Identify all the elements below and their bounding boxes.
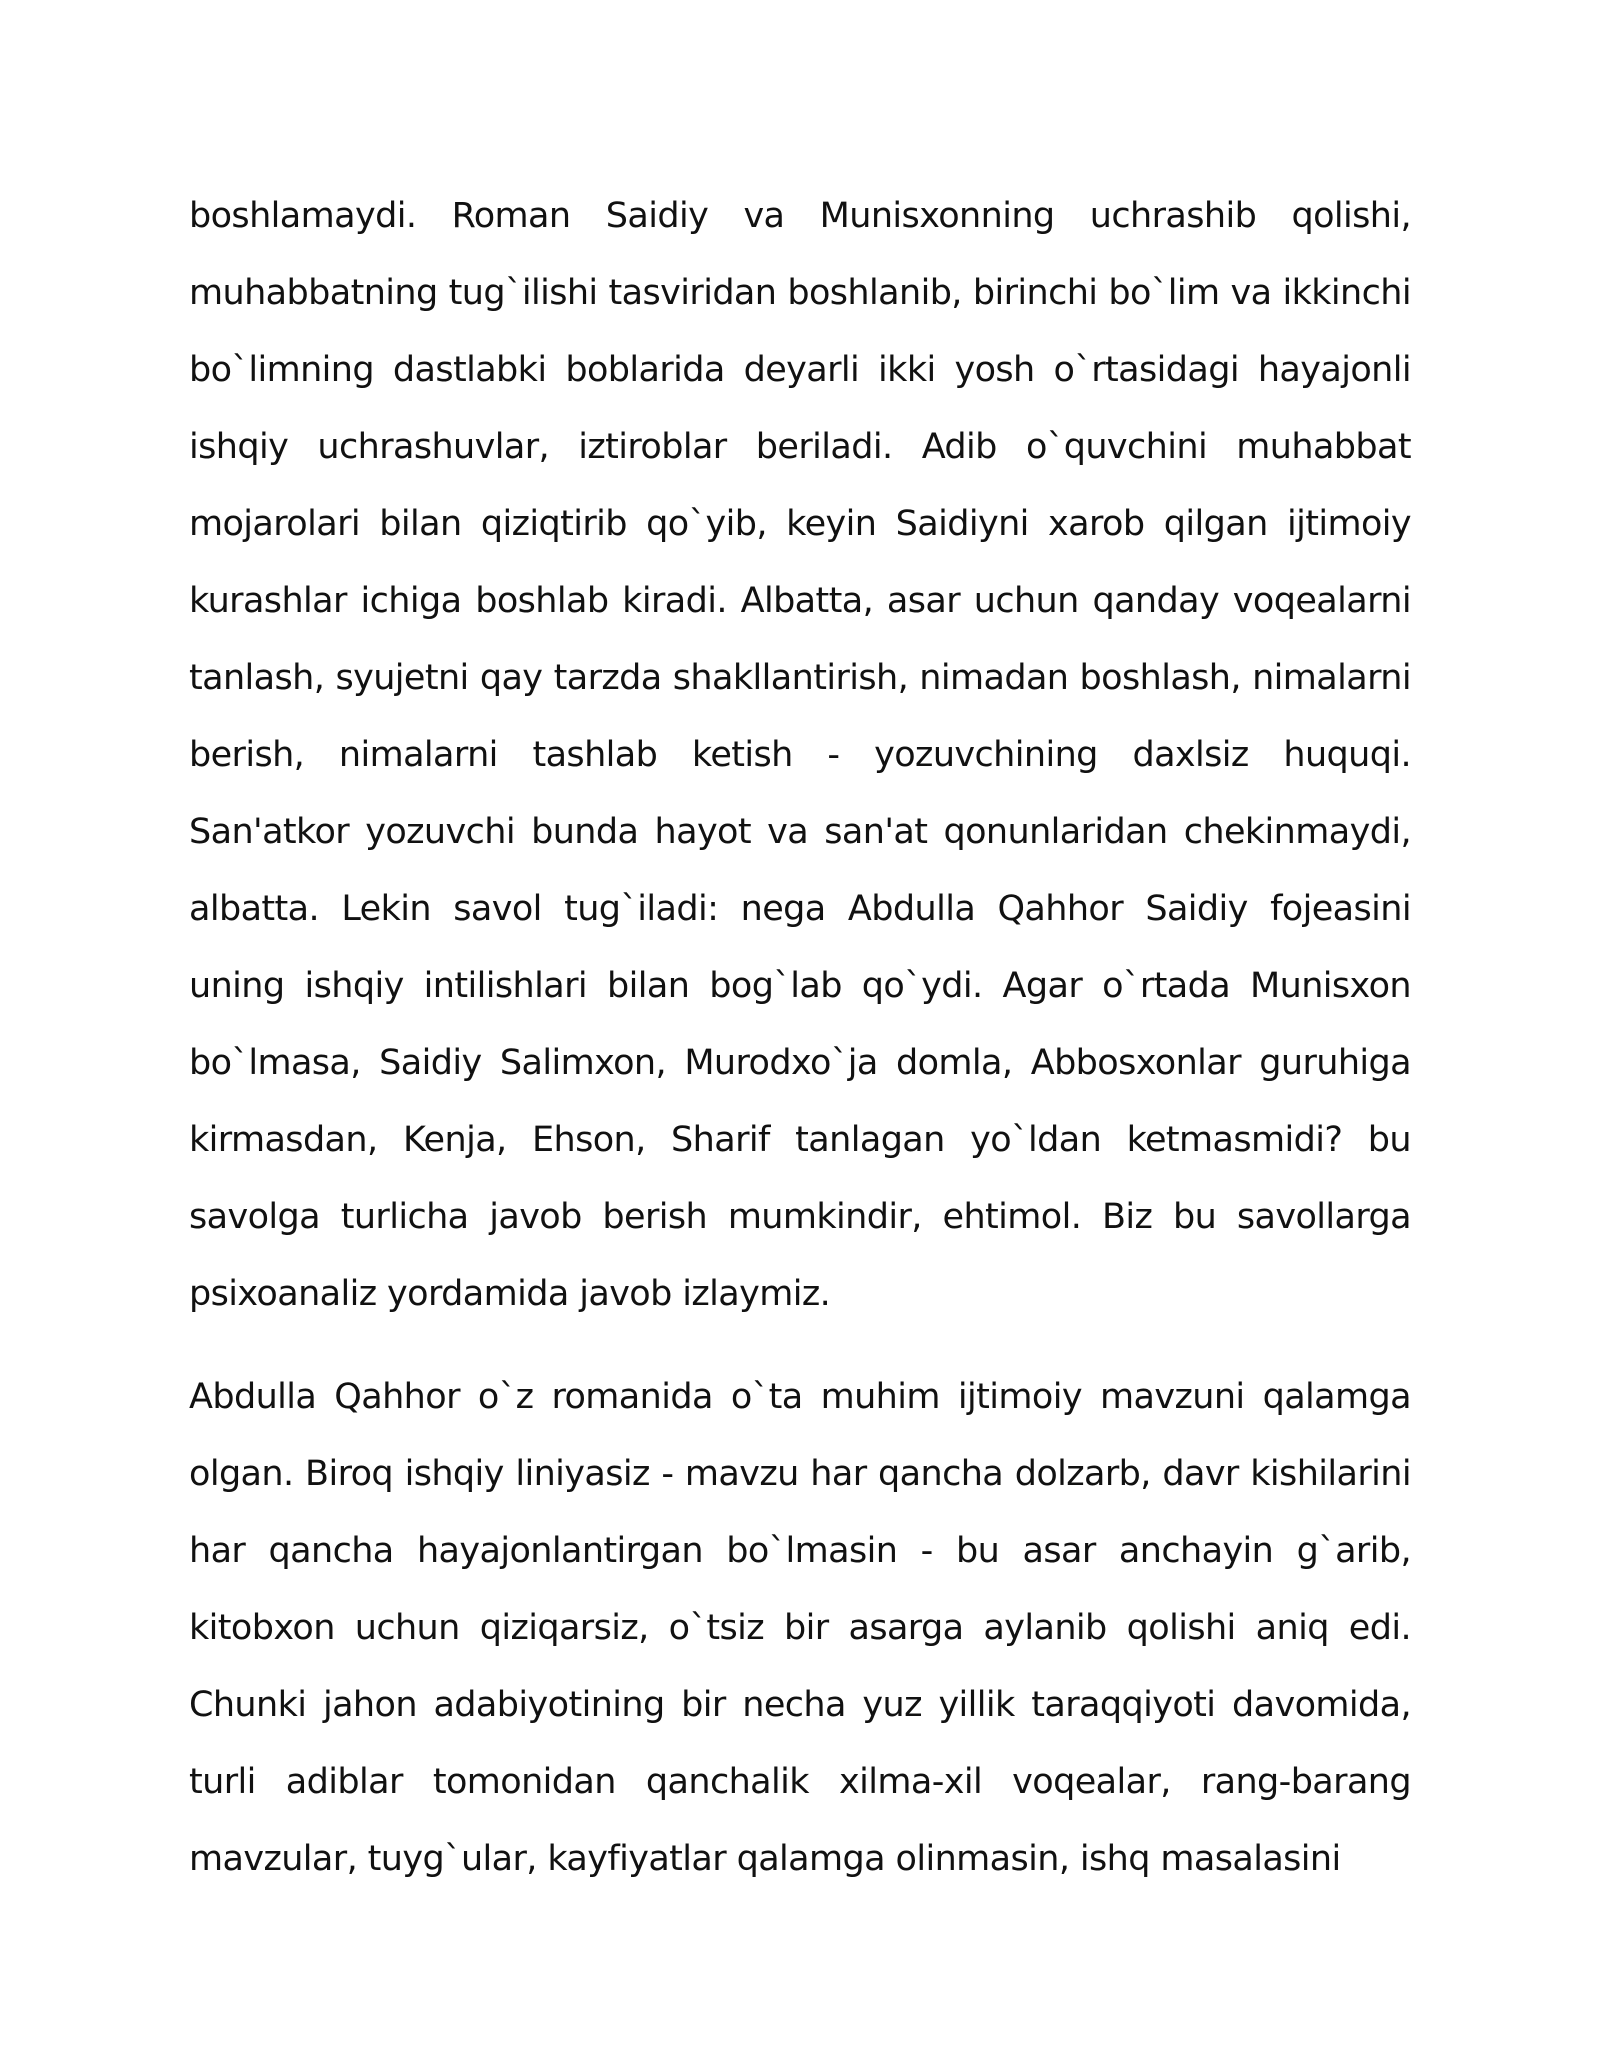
paragraph-1: boshlamaydi. Roman Saidiy va Munisxonning uchrashib qolishi, muhabbatning tug`ilishi tasviridan boshlanib, birinchi bo`lim va ikkinchi bo`limning dastlabki boblarida deyarli ikki yosh o`rtasidagi hayajonli ishqiy uchrashuvlar, iztiroblar beriladi. Adib o`quvchini muhabbat mojarolari bilan qiziqtirib qo`yib, keyin Saidiyni xarob qilgan ijtimoiy kurashlar ichiga boshlab kiradi. Albatta, asar uchun qanday voqealarni tanlash, syujetni qay tarzda shakllantirish, nimadan boshlash, nimalarni berish, nimalarni tashlab ketish - yozuvchining daxlsiz huquqi. San'atkor yozuvchi bunda hayot va san'at qonunlaridan chekinmaydi, albatta. Lekin savol tug`iladi: nega Abdulla Qahhor Saidiy fojeasini uning ishqiy intilishlari bilan bog`lab qo`ydi. Agar o`rtada Munisxon bo`lmasa, Saidiy Salimxon, Murodxo`ja domla, Abbosxonlar guruhiga kirmasdan, Kenja, Ehson, Sharif tanlagan yo`ldan ketmasmidi? bu savolga turlicha javob berish mumkindir, ehtimol. Biz bu savollarga psixoanaliz yordamida javob izlaymiz. (189, 196, 1411, 1314)
paragraph-2: Abdulla Qahhor o`z romanida o`ta muhim ijtimoiy mavzuni qalamga olgan. Biroq ishqiy liniyasiz - mavzu har qancha dolzarb, davr kishilarini har qancha hayajonlantirgan bo`lmasin - bu asar anchayin g`arib, kitobxon uchun qiziqarsiz, o`tsiz bir asarga aylanib qolishi aniq edi. Chunki jahon adabiyotining bir necha yuz yillik taraqqiyoti davomida, turli adiblar tomonidan qanchalik xilma-xil voqealar, rang-barang mavzular, tuyg`ular, kayfiyatlar qalamga olinmasin, ishq masalasini (189, 1377, 1411, 1879)
document-body (189, 178, 1411, 1898)
